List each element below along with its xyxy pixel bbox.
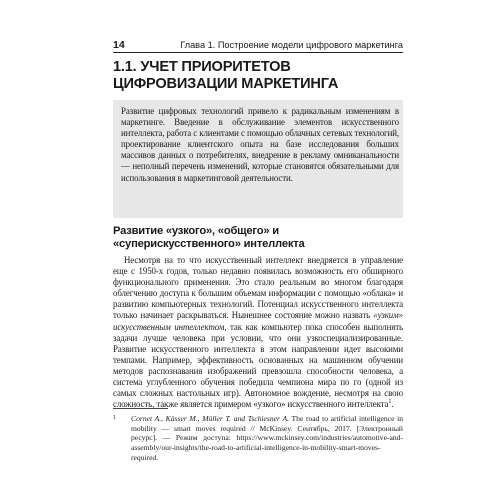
intro-text: Развитие цифровых технологий привело к радикальным изменениям в маркетинге. Введение в обслуживание элементов искусственного интеллекта, работа с клиентами с помощью облачных сетевых технологий, проектирование клиентского опыта на базе исследования больших массивов данных о потребителях, внедрение в рекламу омниканальности — неполный перечень изменений, которые становятся обязательными для использования в маркетинговой деятельности. [121,106,399,183]
footnote-text [131,414,403,463]
footnote-body: The road to artificial intelligence in mobility — smart moves required // McKinsey. Сентябрь, 2017. [Электронный ресурс]. — Режим доступа: https://www.mckinsey.com/industries/automotive-and-assembly/our-insights/the-road-to-artificial-intelligence-in-mobility-smart-moves-required. [131,414,403,462]
footnote-marker: 1 [113,415,116,421]
body-text-part2: , так как компьютер пока способен выполнять задачи лучше человека при условии, что они узкоспециализированные. Развитие искусственного интеллекта в этом направлении идет высокими темпами. Например, эффективность основанных на машинном обучении методов распознавания изображений превзошла способности человека, а система углубленного обучения победила чемпиона мира по го (одной из самых сложных настольных игр). Автономное вождение, несмотря на свою сложность, также является примером «узкого» искусственного интеллекта [113,321,403,410]
page-header [113,37,403,53]
body-emphasis: «узким» искусственным интеллектом [113,310,403,332]
body-text-end: . [391,399,394,410]
page-number: 14 [113,39,125,51]
section-title: 1.1. УЧЕТ ПРИОРИТЕТОВ ЦИФРОВИЗАЦИИ МАРКЕТИНГА [113,59,339,92]
footnote-divider [113,408,168,409]
subsection-title: Развитие «узкого», «общего» и «суперискусственного» интеллекта [113,225,305,250]
header-divider [113,52,403,53]
footnote-reference[interactable]: 1 [388,399,392,406]
body-text-part1: Несмотря на то что искусственный интеллект внедряется в управление еще с 1950-х годов, только недавно появилась возможность его обширного функционального применения. Это стало реальным во многом благодаря облегчению доступа к большим объемам информации с помощью «облака» и развитию компьютерных технологий. Потенциал искусственного интеллекта только начинает раскрываться. Нынешнее состояние можно назвать [113,255,403,321]
body-paragraph [113,255,403,410]
running-head: Глава 1. Построение модели цифрового маркетинга [180,40,403,50]
footnote-authors: Cornet A., Kässer M., Müller T. and Tschiesner A. [131,414,289,423]
